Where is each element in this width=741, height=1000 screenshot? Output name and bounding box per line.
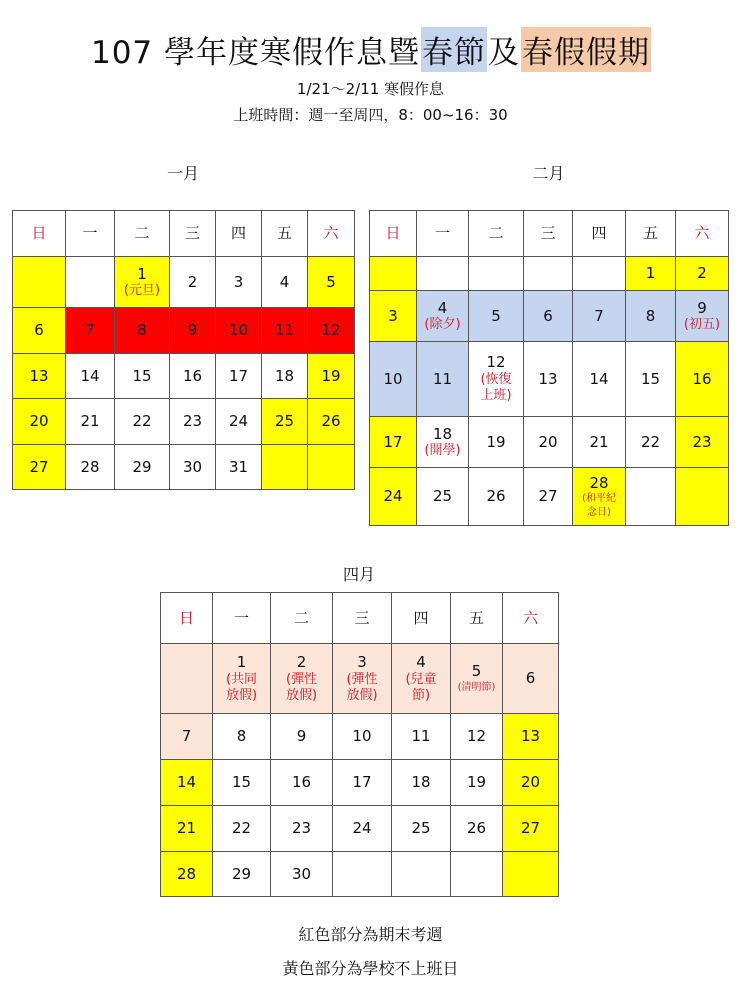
week-row xyxy=(370,417,729,468)
day-cell xyxy=(392,760,451,806)
day-number: 15 xyxy=(231,773,252,792)
week-row xyxy=(370,342,729,417)
weekday-header: 六 xyxy=(503,593,559,644)
holiday-note: (共同放假) xyxy=(225,671,258,703)
day-cell xyxy=(503,806,559,852)
day-cell xyxy=(213,852,271,897)
day-cell xyxy=(370,417,417,468)
day-number: 13 xyxy=(29,366,49,385)
day-cell xyxy=(213,760,271,806)
day-cell xyxy=(13,354,66,399)
day-number: 12 xyxy=(486,353,506,372)
week-row xyxy=(161,714,559,760)
day-cell xyxy=(216,257,262,308)
day-number: 18 xyxy=(274,366,295,385)
day-number: 4 xyxy=(437,298,448,317)
weekday-header: 五 xyxy=(626,211,676,257)
day-number: 20 xyxy=(538,432,558,451)
day-number: 1 xyxy=(236,652,247,671)
day-number: 17 xyxy=(383,432,403,451)
page-title xyxy=(0,27,741,72)
day-number: 27 xyxy=(520,819,541,838)
day-number: 8 xyxy=(137,321,147,340)
day-number: 14 xyxy=(176,773,197,792)
day-number: 19 xyxy=(466,773,487,792)
title-spring-festival: 春節 xyxy=(421,27,487,72)
day-number: 2 xyxy=(187,272,198,291)
day-number: 10 xyxy=(352,727,372,746)
day-cell xyxy=(308,308,355,354)
day-cell xyxy=(271,644,333,714)
weekday-header: 二 xyxy=(271,593,333,644)
week-row xyxy=(161,806,559,852)
day-number: 6 xyxy=(543,306,553,325)
day-cell xyxy=(66,308,115,354)
week-row xyxy=(161,852,559,897)
day-number: 4 xyxy=(279,272,290,291)
day-cell xyxy=(451,806,503,852)
day-cell xyxy=(392,644,451,714)
day-number: 3 xyxy=(388,306,398,325)
day-number: 5 xyxy=(491,306,501,325)
day-cell xyxy=(213,714,271,760)
day-cell xyxy=(676,257,729,291)
day-cell xyxy=(216,354,262,399)
day-number: 9 xyxy=(296,727,307,746)
holiday-note: (除夕) xyxy=(424,317,461,333)
day-cell xyxy=(308,445,355,490)
weekday-header: 四 xyxy=(216,211,262,257)
day-cell xyxy=(626,291,676,342)
day-number: 15 xyxy=(640,369,661,388)
day-cell xyxy=(170,399,216,445)
day-cell xyxy=(161,714,213,760)
day-cell xyxy=(170,257,216,308)
day-cell xyxy=(213,806,271,852)
day-cell xyxy=(13,445,66,490)
subtitle-office-hours: 上班時間：週一至周四，8：00~16：30 xyxy=(233,106,508,124)
day-number: 4 xyxy=(416,652,426,671)
day-cell xyxy=(370,342,417,417)
day-number: 29 xyxy=(132,457,152,476)
day-cell xyxy=(676,417,729,468)
day-number: 9 xyxy=(697,298,707,317)
legend-yellow: 黃色部分為學校不上班日 xyxy=(282,959,459,978)
day-number: 2 xyxy=(697,264,707,283)
day-number: 5 xyxy=(326,272,336,291)
weekday-header: 日 xyxy=(13,211,66,257)
week-row xyxy=(370,257,729,291)
day-cell xyxy=(524,342,573,417)
day-number: 1 xyxy=(137,264,147,283)
day-cell xyxy=(333,806,392,852)
day-number: 10 xyxy=(228,321,249,340)
day-cell xyxy=(13,257,66,308)
day-number: 31 xyxy=(228,457,249,476)
day-cell xyxy=(524,257,573,291)
day-number: 19 xyxy=(321,366,341,385)
day-number: 17 xyxy=(352,773,372,792)
day-number: 22 xyxy=(231,819,252,838)
day-cell xyxy=(115,399,170,445)
day-number: 2 xyxy=(296,652,307,671)
weekday-header: 四 xyxy=(392,593,451,644)
day-number: 7 xyxy=(594,306,604,325)
day-number: 3 xyxy=(357,652,367,671)
weekday-header: 二 xyxy=(115,211,170,257)
day-cell xyxy=(451,852,503,897)
day-cell xyxy=(503,714,559,760)
day-cell xyxy=(469,417,524,468)
day-number: 7 xyxy=(85,321,95,340)
apr-title: 四月 xyxy=(342,565,375,584)
day-cell xyxy=(370,291,417,342)
day-cell xyxy=(626,417,676,468)
day-number: 16 xyxy=(692,369,712,388)
day-cell xyxy=(170,308,216,354)
day-cell xyxy=(417,417,469,468)
day-number: 27 xyxy=(538,487,558,506)
day-number: 17 xyxy=(228,366,249,385)
week-row xyxy=(161,644,559,714)
day-cell xyxy=(676,291,729,342)
jan-title: 一月 xyxy=(166,164,199,183)
week-row xyxy=(370,291,729,342)
day-cell xyxy=(524,417,573,468)
day-cell xyxy=(13,399,66,445)
day-number: 12 xyxy=(466,727,487,746)
day-number: 6 xyxy=(525,669,536,688)
day-cell xyxy=(161,806,213,852)
day-number: 1 xyxy=(645,264,656,283)
day-number: 20 xyxy=(520,773,541,792)
day-number: 14 xyxy=(80,366,100,385)
week-row xyxy=(13,445,355,490)
day-cell xyxy=(66,354,115,399)
day-number: 13 xyxy=(538,369,558,388)
day-cell xyxy=(503,760,559,806)
day-cell xyxy=(392,714,451,760)
day-cell xyxy=(271,760,333,806)
day-cell xyxy=(333,714,392,760)
weekday-header: 三 xyxy=(333,593,392,644)
day-cell xyxy=(469,342,524,417)
day-cell xyxy=(676,342,729,417)
day-number: 18 xyxy=(411,773,431,792)
day-cell xyxy=(417,257,469,291)
holiday-note: (清明節) xyxy=(457,682,496,694)
day-cell xyxy=(262,445,308,490)
day-cell xyxy=(370,468,417,526)
day-number: 23 xyxy=(182,412,203,431)
feb-title: 二月 xyxy=(532,164,565,183)
weekday-header-row xyxy=(161,593,559,644)
day-cell xyxy=(262,257,308,308)
day-number: 7 xyxy=(181,727,192,746)
day-cell xyxy=(392,852,451,897)
day-cell xyxy=(308,354,355,399)
day-number: 11 xyxy=(274,321,295,340)
day-number: 23 xyxy=(692,432,712,451)
day-number: 8 xyxy=(236,727,247,746)
day-number: 16 xyxy=(182,366,203,385)
day-number: 25 xyxy=(274,412,295,431)
day-cell xyxy=(213,644,271,714)
day-cell xyxy=(170,445,216,490)
day-number: 18 xyxy=(432,424,453,443)
day-cell xyxy=(161,644,213,714)
holiday-note: (初五) xyxy=(683,317,721,333)
day-number: 12 xyxy=(321,321,341,340)
day-number: 24 xyxy=(352,819,372,838)
day-cell xyxy=(573,291,626,342)
day-cell xyxy=(262,399,308,445)
day-number: 27 xyxy=(29,457,49,476)
holiday-note: (彈性放假) xyxy=(346,671,378,703)
week-row xyxy=(13,308,355,354)
holiday-note: (彈性放假) xyxy=(285,671,318,703)
day-number: 30 xyxy=(182,457,203,476)
day-cell xyxy=(503,852,559,897)
weekday-header: 一 xyxy=(417,211,469,257)
subtitle-winter-break: 1/21～2/11 寒假作息 xyxy=(296,80,445,98)
day-cell xyxy=(451,714,503,760)
day-cell xyxy=(392,806,451,852)
day-number: 28 xyxy=(80,457,100,476)
day-cell xyxy=(469,291,524,342)
week-row xyxy=(161,760,559,806)
day-number: 21 xyxy=(80,412,100,431)
day-cell xyxy=(503,644,559,714)
day-number: 25 xyxy=(411,819,431,838)
day-number: 24 xyxy=(228,412,249,431)
day-cell xyxy=(161,852,213,897)
day-number: 8 xyxy=(645,306,656,325)
weekday-header: 三 xyxy=(524,211,573,257)
day-cell xyxy=(333,852,392,897)
day-cell xyxy=(333,760,392,806)
day-number: 22 xyxy=(640,432,661,451)
day-cell xyxy=(271,714,333,760)
day-cell xyxy=(333,644,392,714)
weekday-header: 六 xyxy=(676,211,729,257)
day-cell xyxy=(115,445,170,490)
day-cell xyxy=(13,308,66,354)
day-cell xyxy=(308,257,355,308)
day-number: 9 xyxy=(187,321,198,340)
day-cell xyxy=(216,399,262,445)
week-row xyxy=(13,399,355,445)
day-number: 26 xyxy=(486,487,506,506)
day-cell xyxy=(115,354,170,399)
day-cell xyxy=(66,445,115,490)
day-number: 26 xyxy=(466,819,487,838)
day-cell xyxy=(161,760,213,806)
day-cell xyxy=(417,342,469,417)
day-number: 20 xyxy=(29,412,49,431)
february-calendar xyxy=(369,210,729,526)
weekday-header: 二 xyxy=(469,211,524,257)
day-number: 25 xyxy=(432,487,453,506)
day-cell xyxy=(115,308,170,354)
day-number: 30 xyxy=(291,864,312,883)
day-number: 13 xyxy=(520,727,541,746)
day-cell xyxy=(676,468,729,526)
day-number: 21 xyxy=(589,432,609,451)
day-cell xyxy=(626,257,676,291)
weekday-header-row xyxy=(13,211,355,257)
day-cell xyxy=(469,468,524,526)
day-cell xyxy=(451,644,503,714)
day-number: 11 xyxy=(432,369,453,388)
day-number: 16 xyxy=(291,773,312,792)
weekday-header-row xyxy=(370,211,729,257)
day-cell xyxy=(308,399,355,445)
day-cell xyxy=(469,257,524,291)
holiday-note: (兒童節) xyxy=(405,671,437,703)
day-number: 24 xyxy=(383,487,403,506)
day-cell xyxy=(66,399,115,445)
week-row xyxy=(13,354,355,399)
day-cell xyxy=(573,417,626,468)
day-cell xyxy=(370,257,417,291)
day-cell xyxy=(573,342,626,417)
april-calendar xyxy=(160,592,559,897)
day-number: 10 xyxy=(383,369,403,388)
day-cell xyxy=(451,760,503,806)
day-cell xyxy=(524,291,573,342)
day-number: 28 xyxy=(176,864,197,883)
january-calendar xyxy=(12,210,355,490)
day-cell xyxy=(66,257,115,308)
weekday-header: 六 xyxy=(308,211,355,257)
day-cell xyxy=(271,852,333,897)
day-cell xyxy=(262,308,308,354)
day-number: 15 xyxy=(132,366,152,385)
weekday-header: 四 xyxy=(573,211,626,257)
day-cell xyxy=(216,445,262,490)
day-number: 3 xyxy=(233,272,244,291)
day-number: 6 xyxy=(34,321,44,340)
day-cell xyxy=(573,257,626,291)
legend-red: 紅色部分為期末考週 xyxy=(298,925,443,944)
weekday-header: 日 xyxy=(370,211,417,257)
day-number: 21 xyxy=(176,819,197,838)
day-number: 26 xyxy=(321,412,341,431)
day-number: 23 xyxy=(291,819,312,838)
day-number: 29 xyxy=(231,864,252,883)
day-cell xyxy=(170,354,216,399)
holiday-note: (恢復上班) xyxy=(480,372,512,404)
day-number: 14 xyxy=(589,369,609,388)
title-spring-holiday: 春假假期 xyxy=(521,27,651,72)
weekday-header: 五 xyxy=(262,211,308,257)
day-cell xyxy=(573,468,626,526)
day-number: 11 xyxy=(411,727,431,746)
day-cell xyxy=(271,806,333,852)
holiday-note: (和平紀念日) xyxy=(582,493,616,518)
day-number: 5 xyxy=(471,662,482,681)
weekday-header: 一 xyxy=(66,211,115,257)
day-number: 22 xyxy=(132,412,152,431)
day-cell xyxy=(262,354,308,399)
day-cell xyxy=(115,257,170,308)
weekday-header: 一 xyxy=(213,593,271,644)
week-row xyxy=(370,468,729,526)
weekday-header: 三 xyxy=(170,211,216,257)
title-prefix: 107 學年度寒假作息暨 xyxy=(90,35,421,71)
day-cell xyxy=(626,468,676,526)
holiday-note: (開學) xyxy=(424,443,461,459)
title-mid: 及 xyxy=(488,35,521,71)
holiday-note: (元旦) xyxy=(123,283,161,299)
day-number: 28 xyxy=(589,473,609,492)
day-cell xyxy=(626,342,676,417)
day-cell xyxy=(417,291,469,342)
day-cell xyxy=(417,468,469,526)
day-number: 19 xyxy=(486,432,506,451)
day-cell xyxy=(216,308,262,354)
week-row xyxy=(13,257,355,308)
weekday-header: 日 xyxy=(161,593,213,644)
day-cell xyxy=(524,468,573,526)
weekday-header: 五 xyxy=(451,593,503,644)
